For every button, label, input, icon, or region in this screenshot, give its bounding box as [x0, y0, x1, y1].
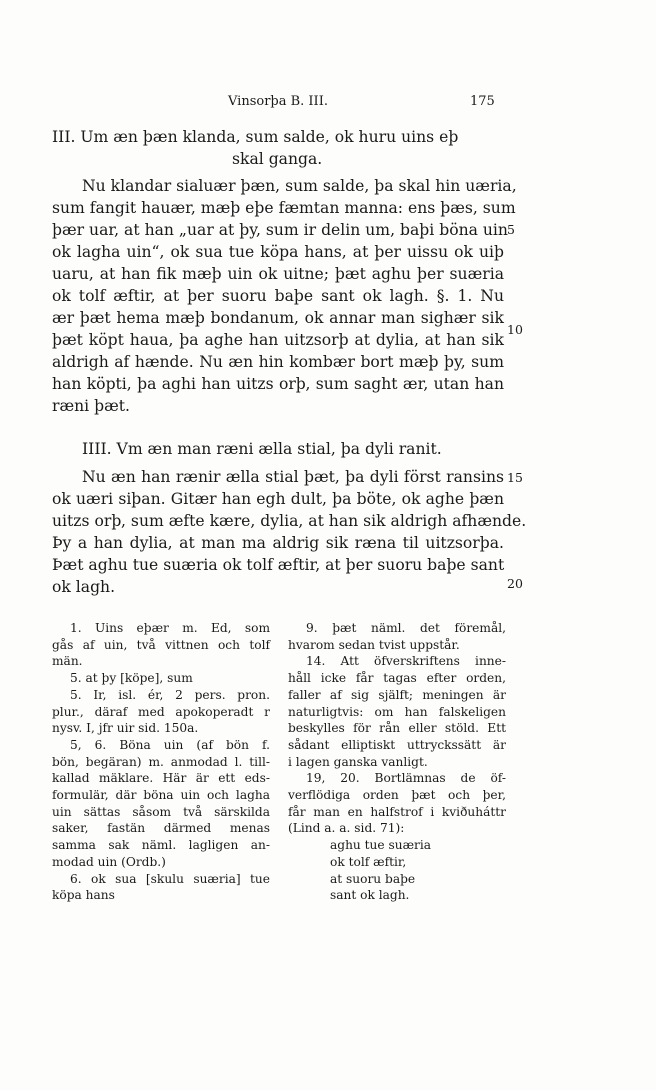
text-line: ok lagha uin“, ok sua tue köpa hans, at þer uissu ok uiþ [52, 243, 504, 261]
note-line: 5. Ir, isl. ér, 2 pers. pron. [70, 687, 270, 702]
text-line: þær uar, at han „uar at þy, sum ir delin um, baþi böna uin [52, 221, 508, 239]
line-number: 5 [507, 222, 515, 237]
text-line: han köpti, þa aghi han uitzs orþ, sum saght ær, utan han [52, 375, 504, 393]
text-line: ær þæt hema mæþ bondanum, ok annar man sighær sik [52, 309, 504, 327]
verse-line: at suoru baþe [330, 871, 416, 886]
note-line: 14. Att öfverskriftens inne- [306, 654, 506, 669]
verse-line: ok tolf æftir, [330, 854, 407, 869]
note-line: hvarom sedan tvist uppstår. [288, 637, 460, 652]
note-line: uin sättas såsom två särskilda [52, 804, 270, 819]
section-3-heading-line-1: III. Um æn þæn klanda, sum salde, ok huru uins eþ [52, 128, 459, 146]
note-line: kallad mäklare. Här är ett eds- [52, 771, 270, 786]
note-line: nysv. I, jfr uir sid. 150a. [52, 721, 199, 736]
page-number: 175 [470, 94, 495, 109]
running-title: Vinsorþa B. III. [228, 94, 328, 109]
note-line: naturligtvis: om han falskeligen [288, 704, 506, 719]
text-line: Nu æn han rænir ælla stial þæt, þa dyli först ransins [82, 468, 504, 486]
text-line: Þy a han dylia, at man ma aldrig sik ræna til uitzsorþa. [52, 534, 504, 552]
note-line: 1. Uins eþær m. Ed, som [70, 621, 270, 635]
text-line: Nu klandar sialuær þæn, sum salde, þa skal hin uæria, [82, 177, 517, 195]
text-line: aldrigh af hænde. Nu æn hin kombær bort mæþ þy, sum [52, 353, 504, 371]
text-line: ok lagh. [52, 578, 116, 596]
note-line: köpa hans [52, 888, 115, 903]
section-4-heading-line: IIII. Vm æn man ræni ælla stial, þa dyli ranit. [82, 440, 442, 458]
note-line: faller af sig själft; meningen är [288, 687, 506, 702]
note-line: får man en halfstrof i kviðuháttr [288, 804, 506, 819]
note-line: 19, 20. Bortlämnas de öf- [306, 771, 506, 786]
text-line: uitzs orþ, sum æfte kære, dylia, at han sik aldrigh afhænde. [52, 512, 527, 530]
note-line: modad uin (Ordb.) [52, 854, 166, 869]
note-line: 5. at þy [köpe], sum [70, 671, 193, 686]
note-line: män. [52, 654, 83, 669]
line-number: 15 [507, 470, 523, 485]
note-line: saker, fastän därmed menas [52, 821, 270, 836]
note-line: bön, begäran) m. anmodad l. till- [52, 754, 270, 769]
verse-line: aghu tue suæria [330, 838, 432, 853]
note-line: verflödiga orden þæt och þer, [288, 788, 506, 802]
note-line: samma sak näml. lagligen an- [52, 838, 270, 853]
text-line: ok uæri siþan. Gitær han egh dult, þa böte, ok aghe þæn [52, 490, 504, 508]
note-line: sådant elliptiskt uttryckssätt är [288, 737, 506, 752]
note-line: 9. þæt näml. det föremål, [306, 621, 506, 635]
note-line: 6. ok sua [skulu suæria] tue [70, 871, 270, 886]
note-line: gås af uin, två vittnen och tolf [52, 637, 270, 652]
note-line: (Lind a. a. sid. 71): [288, 821, 405, 836]
note-line: plur., däraf med apokoperadt r [52, 704, 270, 719]
note-line: i lagen ganska vanligt. [288, 754, 428, 769]
note-line: 5, 6. Böna uin (af bön f. [70, 737, 270, 752]
note-line: beskylles för rån eller stöld. Ett [288, 721, 506, 736]
text-line: uaru, at han fik mæþ uin ok uitne; þæt aghu þer suæria [52, 265, 504, 283]
line-number: 10 [507, 322, 523, 337]
text-line: ok tolf æftir, at þer suoru baþe sant ok lagh. §. 1. Nu [52, 287, 504, 305]
text-line: sum fangit hauær, mæþ eþe fæmtan manna: ens þæs, sum [52, 199, 516, 217]
text-line: ræni þæt. [52, 397, 130, 415]
line-number: 20 [507, 576, 523, 591]
text-line: Þæt aghu tue suæria ok tolf æftir, at þer suoru baþe sant [52, 556, 505, 574]
text-line: þæt köpt haua, þa aghe han uitzsorþ at dylia, at han sik [52, 331, 504, 349]
section-3-heading-line-2: skal ganga. [232, 150, 323, 168]
verse-line: sant ok lagh. [330, 888, 410, 903]
note-line: håll icke får tagas efter orden, [288, 671, 506, 686]
note-line: formulär, där böna uin och lagha [52, 788, 270, 802]
